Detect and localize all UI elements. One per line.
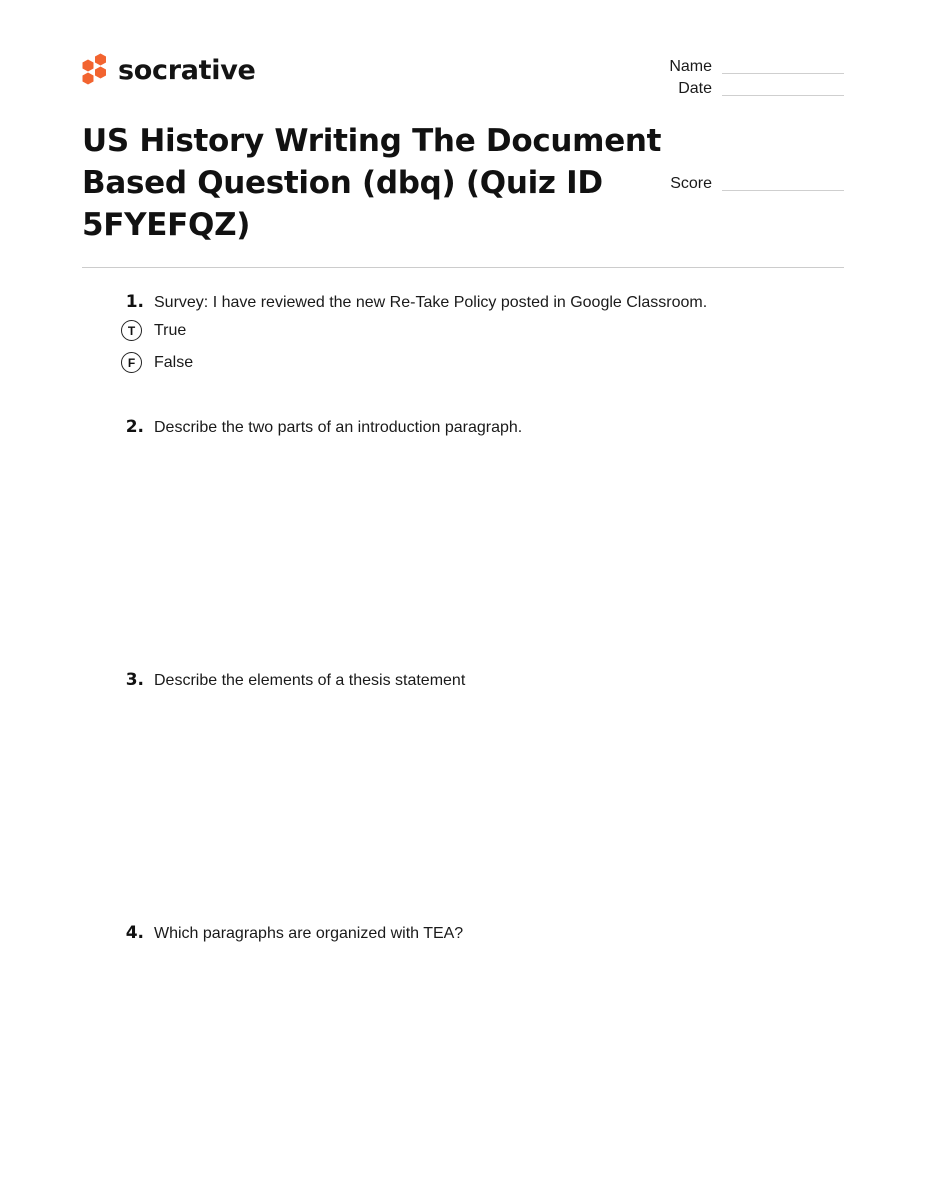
question-4 xyxy=(120,923,840,943)
name-label: Name xyxy=(669,58,712,75)
question-number: 2. xyxy=(125,417,144,437)
brand-name: socrative xyxy=(118,54,256,86)
header-divider xyxy=(82,267,844,268)
question-text: Survey: I have reviewed the new Re-Take Policy posted in Google Classroom. xyxy=(154,294,708,311)
option-marker-t[interactable]: T xyxy=(121,320,142,341)
name-input-line[interactable] xyxy=(722,73,844,74)
option-true[interactable] xyxy=(121,320,840,341)
question-number: 3. xyxy=(125,670,144,690)
question-2 xyxy=(120,417,840,437)
option-marker-f[interactable]: F xyxy=(121,352,142,373)
score-input-line[interactable] xyxy=(722,190,844,191)
question-number: 4. xyxy=(125,923,144,943)
score-label: Score xyxy=(670,175,712,192)
question-1 xyxy=(120,292,840,373)
date-field[interactable] xyxy=(632,80,844,98)
question-number: 1. xyxy=(125,292,144,312)
option-label: True xyxy=(154,321,187,339)
question-text: Describe the elements of a thesis statement xyxy=(154,672,466,689)
socrative-logo xyxy=(81,52,256,90)
date-label: Date xyxy=(678,80,712,97)
option-false[interactable] xyxy=(121,352,840,373)
question-3 xyxy=(120,670,840,690)
score-field[interactable] xyxy=(632,175,844,193)
hexagon-cluster-icon xyxy=(81,53,109,89)
question-text: Describe the two parts of an introduction paragraph. xyxy=(154,419,523,436)
question-text: Which paragraphs are organized with TEA? xyxy=(154,925,464,942)
page-title: US History Writing The Document Based Question (dbq) (Quiz ID 5FYEFQZ) xyxy=(82,123,662,243)
option-label: False xyxy=(154,353,194,371)
name-field[interactable] xyxy=(632,58,844,76)
date-input-line[interactable] xyxy=(722,95,844,96)
